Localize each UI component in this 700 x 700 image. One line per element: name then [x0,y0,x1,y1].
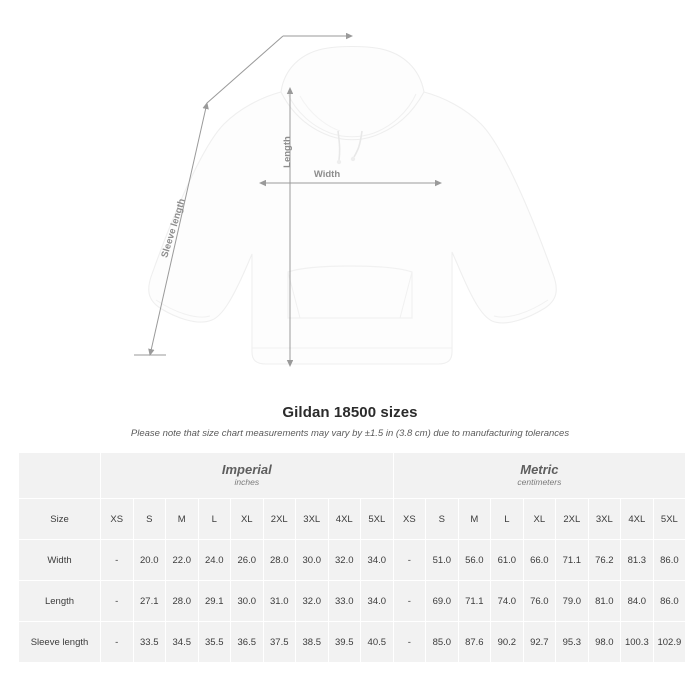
group-header-empty [19,453,101,499]
cell-sleeve-imperial-xl: 36.5 [231,622,264,663]
cell-width-imperial-l: 24.0 [198,540,231,581]
cell-width-metric-s: 51.0 [426,540,459,581]
cell-width-metric-4xl: 81.3 [621,540,654,581]
header-metric-2xl: 2XL [556,499,589,540]
header-metric-xl: XL [523,499,556,540]
cell-width-imperial-m: 22.0 [166,540,199,581]
cell-length-imperial-xs: - [101,581,134,622]
table-row [19,540,686,581]
cell-sleeve-metric-3xl: 98.0 [588,622,621,663]
cell-length-imperial-xl: 30.0 [231,581,264,622]
header-imperial-m: M [166,499,199,540]
size-table-wrap [18,452,682,663]
cell-sleeve-imperial-2xl: 37.5 [263,622,296,663]
cell-width-imperial-xs: - [101,540,134,581]
table-group-header-row [19,453,686,499]
cell-length-metric-s: 69.0 [426,581,459,622]
cell-sleeve-imperial-4xl: 39.5 [328,622,361,663]
cell-width-metric-m: 56.0 [458,540,491,581]
title-block [0,404,700,439]
row-label-length: Length [19,581,101,622]
header-imperial-3xl: 3XL [296,499,329,540]
cell-sleeve-metric-5xl: 102.9 [653,622,686,663]
cell-width-imperial-xl: 26.0 [231,540,264,581]
page-title: Gildan 18500 sizes [282,404,418,421]
cell-length-metric-5xl: 86.0 [653,581,686,622]
cell-length-metric-l: 74.0 [491,581,524,622]
cell-sleeve-metric-s: 85.0 [426,622,459,663]
length-label: Length [282,136,293,168]
cell-length-metric-2xl: 79.0 [556,581,589,622]
header-metric-s: S [426,499,459,540]
cell-length-metric-m: 71.1 [458,581,491,622]
header-size: Size [19,499,101,540]
header-metric-3xl: 3XL [588,499,621,540]
imperial-unit: inches [234,477,260,488]
cell-width-imperial-s: 20.0 [133,540,166,581]
cell-width-metric-l: 61.0 [491,540,524,581]
header-imperial-2xl: 2XL [263,499,296,540]
group-header-metric [393,453,686,499]
cell-sleeve-metric-xl: 92.7 [523,622,556,663]
cell-length-imperial-s: 27.1 [133,581,166,622]
tolerance-note: Please note that size chart measurements may vary by ±1.5 in (3.8 cm) due to manufacturing tolerances [130,428,570,439]
cell-length-imperial-5xl: 34.0 [361,581,394,622]
cell-width-metric-xl: 66.0 [523,540,556,581]
header-imperial-5xl: 5XL [361,499,394,540]
table-size-header-row [19,499,686,540]
header-imperial-4xl: 4XL [328,499,361,540]
sleeve-length-label: Sleeve length [159,197,188,260]
header-metric-4xl: 4XL [621,499,654,540]
table-row [19,581,686,622]
metric-title: Metric [520,461,559,477]
metric-unit: centimeters [517,477,562,488]
cell-sleeve-imperial-3xl: 38.5 [296,622,329,663]
cell-sleeve-metric-l: 90.2 [491,622,524,663]
cell-width-imperial-3xl: 30.0 [296,540,329,581]
cell-width-metric-xs: - [393,540,426,581]
cell-sleeve-imperial-m: 34.5 [166,622,199,663]
hoodie-shape [149,47,557,365]
header-imperial-l: L [198,499,231,540]
cell-length-imperial-2xl: 31.0 [263,581,296,622]
cell-width-imperial-2xl: 28.0 [263,540,296,581]
header-metric-l: L [491,499,524,540]
cell-sleeve-metric-2xl: 95.3 [556,622,589,663]
cell-length-metric-3xl: 81.0 [588,581,621,622]
row-label-width: Width [19,540,101,581]
row-label-sleeve-length: Sleeve length [19,622,101,663]
cell-sleeve-metric-m: 87.6 [458,622,491,663]
cell-width-metric-2xl: 71.1 [556,540,589,581]
imperial-title: Imperial [221,461,272,477]
cell-sleeve-metric-4xl: 100.3 [621,622,654,663]
header-imperial-s: S [133,499,166,540]
cell-length-metric-xl: 76.0 [523,581,556,622]
cell-sleeve-imperial-s: 33.5 [133,622,166,663]
cell-sleeve-imperial-5xl: 40.5 [361,622,394,663]
cell-width-imperial-5xl: 34.0 [361,540,394,581]
cell-length-imperial-3xl: 32.0 [296,581,329,622]
cell-length-imperial-4xl: 33.0 [328,581,361,622]
header-metric-m: M [458,499,491,540]
header-imperial-xs: XS [101,499,134,540]
width-label: Width [313,169,341,180]
cell-length-imperial-l: 29.1 [198,581,231,622]
header-imperial-xl: XL [231,499,264,540]
cell-width-metric-5xl: 86.0 [653,540,686,581]
cell-sleeve-metric-xs: - [393,622,426,663]
cell-length-metric-xs: - [393,581,426,622]
size-table [18,452,686,663]
cell-sleeve-imperial-xs: - [101,622,134,663]
cell-width-metric-3xl: 76.2 [588,540,621,581]
table-row [19,622,686,663]
cell-sleeve-imperial-l: 35.5 [198,622,231,663]
cell-length-metric-4xl: 84.0 [621,581,654,622]
cell-width-imperial-4xl: 32.0 [328,540,361,581]
header-metric-5xl: 5XL [653,499,686,540]
header-metric-xs: XS [393,499,426,540]
group-header-imperial [101,453,394,499]
cell-length-imperial-m: 28.0 [166,581,199,622]
